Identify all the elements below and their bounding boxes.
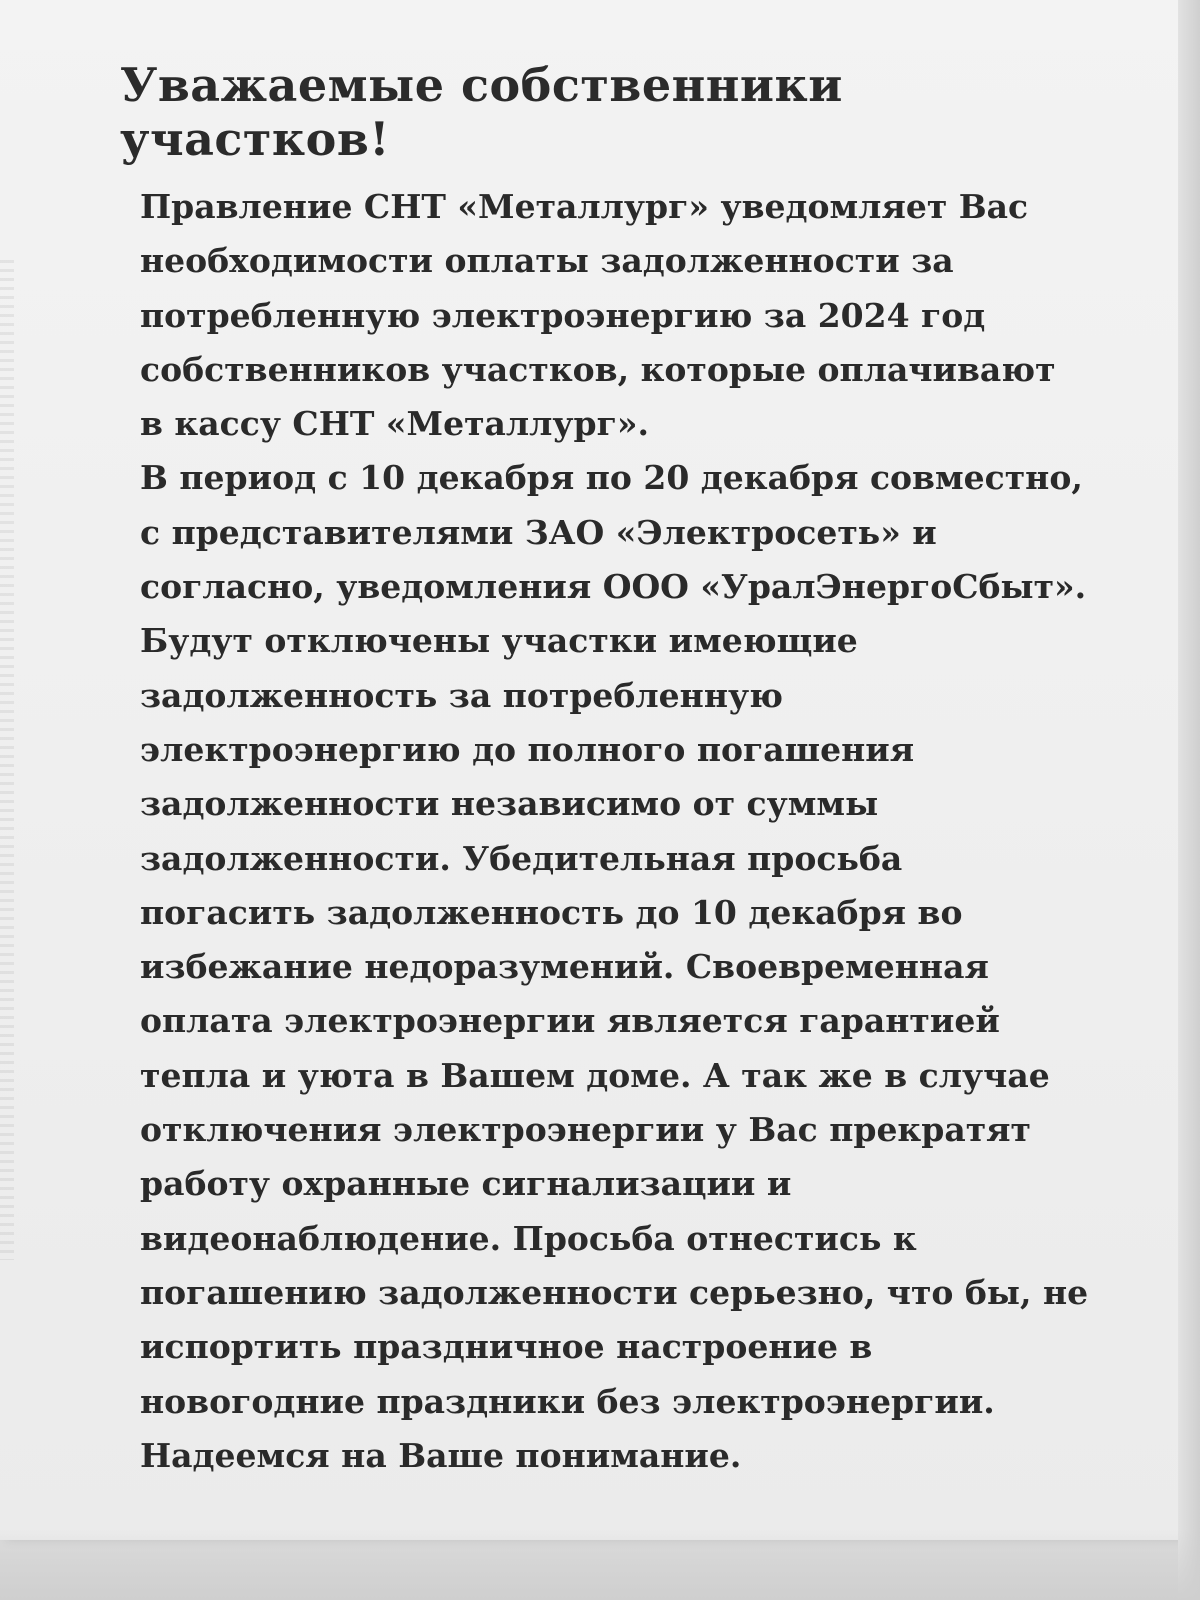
notice-line: необходимости оплаты задолженности за bbox=[140, 241, 954, 281]
bottom-shadow bbox=[0, 1530, 1200, 1600]
notice-line: электроэнергию до полного погашения bbox=[140, 729, 915, 769]
notice-line: видеонаблюдение. Просьба отнестись к bbox=[140, 1218, 917, 1258]
notice-title: Уважаемые собственники участков! bbox=[120, 58, 843, 166]
notice-line: избежание недоразумений. Своевременная bbox=[140, 947, 989, 987]
notice-line: Правление СНТ «Металлург» уведомляет Вас bbox=[140, 187, 1029, 226]
notice-line: новогодние праздники без электроэнергии. bbox=[140, 1381, 995, 1421]
notice-line: тепла и уюта в Вашем доме. А так же в случае bbox=[140, 1055, 1050, 1095]
notice-line: Надеемся на Ваше понимание. bbox=[140, 1435, 742, 1475]
notice-line: Будут отключены участки имеющие bbox=[140, 621, 858, 661]
notice-line: погасить задолженность до 10 декабря во bbox=[140, 892, 963, 932]
notice-line: испортить праздничное настроение в bbox=[140, 1327, 873, 1367]
notice-line: потребленную электроэнергию за 2024 год bbox=[140, 295, 986, 335]
notice-line: В период с 10 декабря по 20 декабря совместно, bbox=[140, 458, 1083, 498]
print-smudge bbox=[0, 260, 14, 1260]
notice-line: работу охранные сигнализации и bbox=[140, 1164, 792, 1204]
notice-line: в кассу СНТ «Металлург». bbox=[140, 404, 649, 444]
notice-line: задолженности независимо от суммы bbox=[140, 784, 879, 824]
table-edge bbox=[1178, 0, 1200, 1600]
notice-body bbox=[140, 180, 1100, 1483]
notice-line: оплата электроэнергии является гарантией bbox=[140, 1001, 1000, 1041]
notice-line: задолженности. Убедительная просьба bbox=[140, 838, 903, 878]
notice-line: собственников участков, которые оплачивают bbox=[140, 349, 1056, 389]
notice-line: погашению задолженности серьезно, что бы, не bbox=[140, 1272, 1089, 1312]
notice-line: с представителями ЗАО «Электросеть» и bbox=[140, 512, 937, 552]
notice-line: согласно, уведомления ООО «УралЭнергоСбыт». bbox=[140, 567, 1087, 607]
notice-line: отключения электроэнергии у Вас прекратят bbox=[140, 1110, 1031, 1150]
notice-line: задолженность за потребленную bbox=[140, 675, 783, 715]
